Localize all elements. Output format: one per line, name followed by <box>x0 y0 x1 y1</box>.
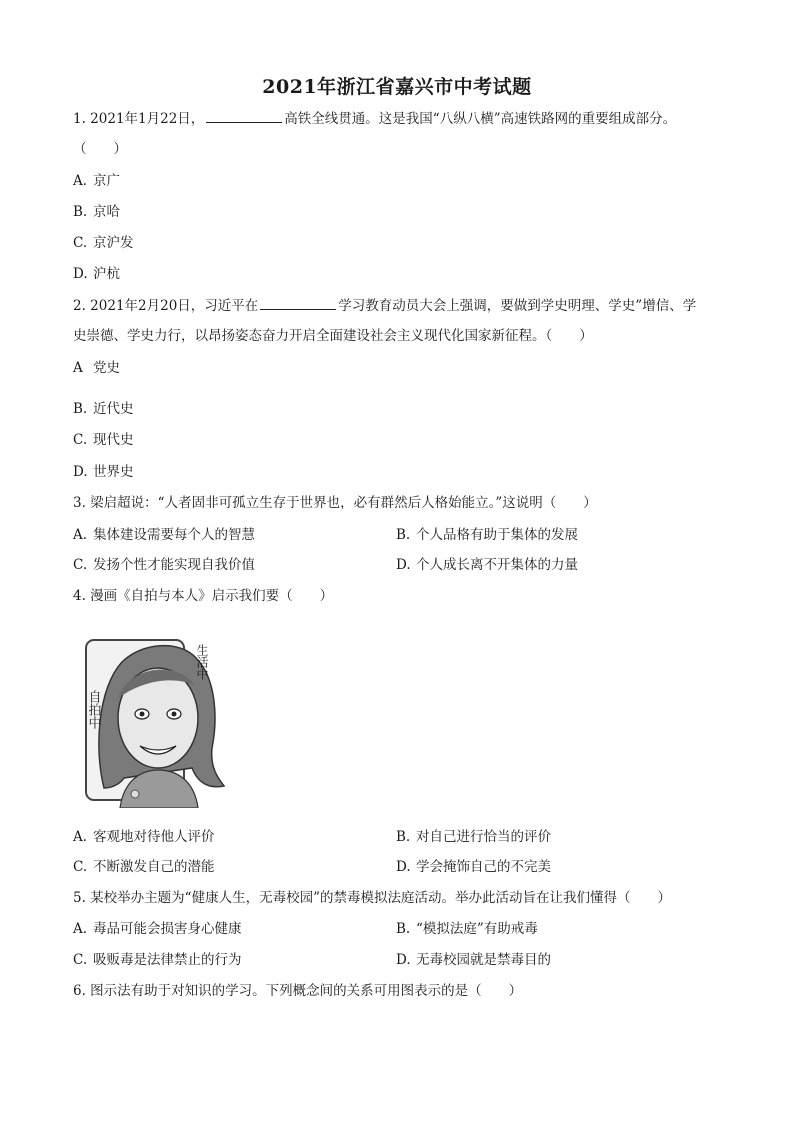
q2-option-a <box>73 359 120 377</box>
question-4-stem: 4. 漫画《自拍与本人》启示我们要（ ） <box>73 588 334 604</box>
q1-option-a-label: A. <box>73 173 88 189</box>
q3-option-d <box>396 556 578 574</box>
q2-option-a-text: 党史 <box>93 360 120 376</box>
q4-option-c-label: C. <box>73 859 88 875</box>
q4-option-d-text: 学会掩饰自己的不完美 <box>416 859 551 875</box>
q1-option-c-label: C. <box>73 235 88 251</box>
q2-option-d-text: 世界史 <box>93 464 134 480</box>
q1-option-a <box>73 172 120 190</box>
q5-option-d-text: 无毒校园就是禁毒目的 <box>416 952 551 968</box>
q1-option-a-text: 京广 <box>93 173 120 189</box>
q1-stem-a: 1. 2021年1月22日， <box>73 111 205 127</box>
q4-option-c <box>73 858 215 876</box>
question-1-stem <box>73 110 676 128</box>
q5-option-b-text: “模拟法庭”有助戒毒 <box>416 921 538 937</box>
q4-option-c-text: 不断激发自己的潜能 <box>93 859 215 875</box>
q1-option-c-text: 京沪发 <box>93 235 134 251</box>
phone-button <box>131 790 139 798</box>
q2-option-b <box>73 400 134 418</box>
q1-option-b <box>73 203 120 221</box>
q2-option-d-label: D. <box>73 464 88 480</box>
q5-option-a <box>73 920 242 938</box>
q3-option-c-text: 发扬个性才能实现自我价值 <box>93 557 255 573</box>
q1-option-d-text: 沪杭 <box>93 266 120 282</box>
q3-option-a-label: A. <box>73 527 88 543</box>
q2-option-c <box>73 431 134 449</box>
q2-stem-a: 2. 2021年2月20日，习近平在 <box>73 298 259 314</box>
question-5-stem: 5. 某校举办主题为“健康人生，无毒校园”的禁毒模拟法庭活动。举办此活动旨在让我们懂得（ ） <box>73 890 671 906</box>
q1-option-c <box>73 234 134 252</box>
q2-stem-b: 学习教育动员大会上强调，要做到学史明理、学史”增信、学 <box>338 298 697 314</box>
label-selfie: 自拍中 <box>85 690 101 729</box>
q1-blank <box>206 110 282 123</box>
q5-option-a-label: A. <box>73 921 88 937</box>
q4-option-b-label: B. <box>396 829 411 845</box>
q4-option-a-label: A. <box>73 829 88 845</box>
q4-option-d <box>396 858 551 876</box>
q4-option-b <box>396 828 551 846</box>
q3-option-b <box>396 526 578 544</box>
q5-option-c <box>73 951 242 969</box>
q2-option-b-label: B. <box>73 401 88 417</box>
q4-option-a <box>73 828 215 846</box>
q2-option-b-text: 近代史 <box>93 401 134 417</box>
question-6-stem: 6. 图示法有助于对知识的学习。下列概念间的关系可用图表示的是（ ） <box>73 983 523 999</box>
q4-option-d-label: D. <box>396 859 411 875</box>
q5-option-d-label: D. <box>396 952 411 968</box>
q1-paren: （ ） <box>73 141 127 157</box>
q2-option-c-text: 现代史 <box>93 432 134 448</box>
q3-option-d-label: D. <box>396 557 411 573</box>
q3-option-c <box>73 556 255 574</box>
q4-option-b-text: 对自己进行恰当的评价 <box>416 829 551 845</box>
q1-option-b-label: B. <box>73 204 88 220</box>
q2-option-c-label: C. <box>73 432 88 448</box>
q1-option-d <box>73 265 120 283</box>
selfie-cartoon-image <box>84 628 234 808</box>
q2-option-d <box>73 463 134 481</box>
label-real-life: 生活中 <box>195 644 209 680</box>
q1-option-d-label: D. <box>73 266 88 282</box>
q3-option-a-text: 集体建设需要每个人的智慧 <box>93 527 255 543</box>
q1-option-b-text: 京哈 <box>93 204 120 220</box>
q2-stem-c: 史崇德、学史力行，以昂扬姿态奋力开启全面建设社会主义现代化国家新征程。（ ） <box>73 328 593 344</box>
q3-option-b-text: 个人品格有助于集体的发展 <box>416 527 578 543</box>
q5-option-b <box>396 920 538 938</box>
page-title: 2021年浙江省嘉兴市中考试题 <box>262 76 532 98</box>
q5-option-c-text: 吸贩毒是法律禁止的行为 <box>93 952 242 968</box>
q3-option-b-label: B. <box>396 527 411 543</box>
right-pupil <box>172 712 177 717</box>
q3-option-d-text: 个人成长离不开集体的力量 <box>416 557 578 573</box>
left-pupil <box>140 712 145 717</box>
question-3-stem: 3. 梁启超说：“人者固非可孤立生存于世界也，必有群然后人格始能立。”这说明（ ） <box>73 495 597 511</box>
q3-option-c-label: C. <box>73 557 88 573</box>
q5-option-a-text: 毒品可能会损害身心健康 <box>93 921 242 937</box>
q5-option-b-label: B. <box>396 921 411 937</box>
q2-option-a-label: A <box>73 360 83 376</box>
q5-option-c-label: C. <box>73 952 88 968</box>
q4-option-a-text: 客观地对待他人评价 <box>93 829 215 845</box>
q1-stem-b: 高铁全线贯通。这是我国“八纵八横”高速铁路网的重要组成部分。 <box>284 111 677 127</box>
question-2-stem <box>73 297 696 315</box>
q3-option-a <box>73 526 255 544</box>
q5-option-d <box>396 951 551 969</box>
q2-blank <box>260 297 336 310</box>
